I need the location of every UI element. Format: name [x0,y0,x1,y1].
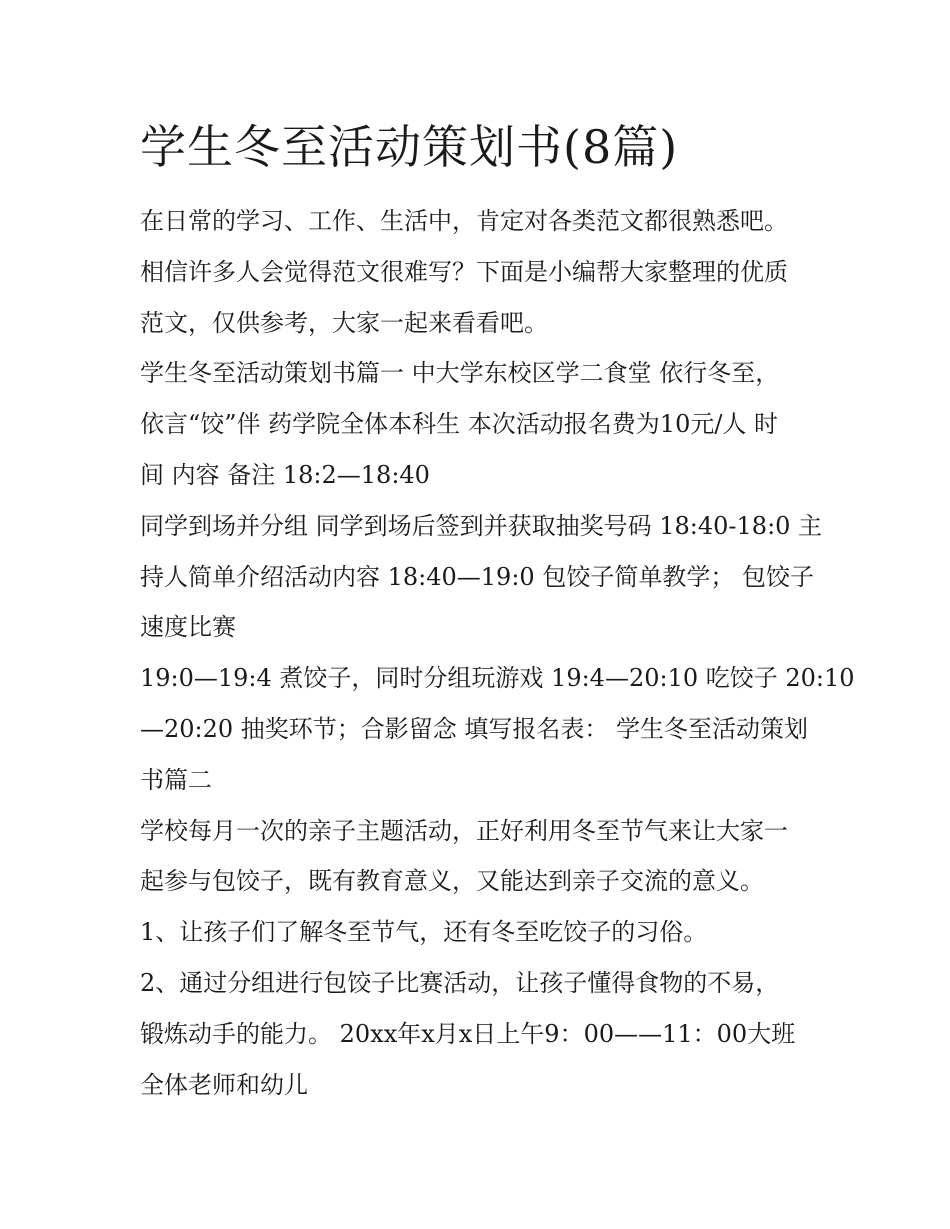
text-line: 学校每月一次的亲子主题活动，正好利用冬至节气来让大家一 [140,816,788,845]
text-line: 相信许多人会觉得范文很难写？下面是小编帮大家整理的优质 [140,257,788,286]
text-line: 速度比赛 [140,613,236,642]
text-line: 学生冬至活动策划书篇一 中大学东校区学二食堂 依行冬至， [140,359,780,388]
text-line: 起参与包饺子，既有教育意义，又能达到亲子交流的意义。 [140,867,764,896]
text-line: 全体老师和幼儿 [140,1070,308,1099]
paragraph-goal-two [140,958,820,1110]
paragraph-section-one [140,348,820,500]
text-line: 范文，仅供参考，大家一起来看看吧。 [140,308,548,337]
paragraph-schedule-start [140,501,823,653]
text-line: 19:0—19:4 煮饺子，同时分组玩游戏 19:4—20:10 吃饺子 20:10 [140,664,855,693]
text-line: 锻炼动手的能力。 20xx年x月x日上午9：00——11：00大班 [140,1019,796,1048]
text-line: 持人简单介绍活动内容 18:40—19:0 包饺子简单教学； 包饺子 [140,562,814,591]
text-line: 在日常的学习、工作、生活中，肯定对各类范文都很熟悉吧。 [140,207,788,235]
text-line: 书篇二 [140,765,212,794]
document-body [140,196,855,1110]
document-title: 学生冬至活动策划书(8篇) [140,120,679,174]
text-line: 依言“饺”伴 药学院全体本科生 本次活动报名费为10元/人 时 [140,410,779,439]
text-line: —20:20 抽奖环节；合影留念 填写报名表： 学生冬至活动策划 [140,714,809,743]
text-line: 2、通过分组进行包饺子比赛活动，让孩子懂得食物的不易， [140,968,780,997]
text-line: 同学到场并分组 同学到场后签到并获取抽奖号码 18:40-18:0 主 [140,511,823,540]
text-line: 间 内容 备注 18:2—18:40 [140,460,430,489]
text-line: 1、让孩子们了解冬至节气，还有冬至吃饺子的习俗。 [140,918,708,947]
paragraph-goal-one [140,907,820,958]
paragraph-intro [140,196,820,348]
paragraph-section-two-intro [140,806,820,908]
paragraph-schedule-end [140,653,855,805]
